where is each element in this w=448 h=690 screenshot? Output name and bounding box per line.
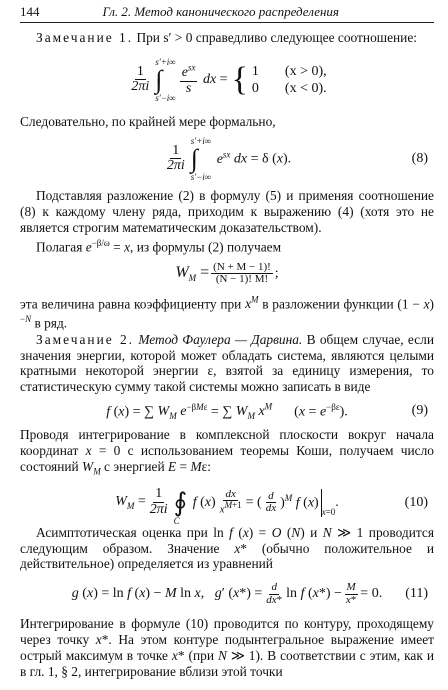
remark-1 [20, 30, 434, 46]
equation-9: f (x) = ∑ $W_M$ $e^{-\beta M\varepsilon}$ = ∑ $W_M$ $x^M$ $(x = e^{-\beta\varepsilon})$. (9) [106, 401, 428, 421]
paragraph-setting: Полагая $e^{-\beta/\omega} = x$, из формулы (2) получаем [36, 237, 282, 254]
equation-number-11: (11) [405, 586, 428, 602]
page-number: 144 [20, 4, 40, 19]
paragraph-contour: Интегрирование в формуле (10) проводится по контуру, проходящему через точку x*. На этом контуре подынтегральное выражение имеет острый максимум в точке x* (при N ≫ 1). В соответствии с этим, как и в гл. 1, § 2, интегрирование вблизи этой точки [20, 616, 434, 680]
paragraph-substituting: Подставляя разложение (2) в формулу (5) и применяя соотношение (8) к каждому члену ряда, приходим к выражению (4) (хотя это не является строгим математическим доказательством). [20, 187, 434, 235]
paragraph-cauchy: Проводя интегрирование в комплексной плоскости вокруг начала координат x = 0 с использованием теоремы Коши, получаем число состояний $W_M$ с энергией E = Mε: [20, 427, 434, 477]
piecewise-cases: 1 (x > 0), 0 (x < 0). [251, 63, 327, 96]
integral-sign: s′+i∞ ∫ s′−i∞ [190, 135, 212, 182]
paragraph-formally: Следовательно, по крайней мере формально, [20, 113, 276, 129]
equation-10: $W_M$ = $\frac{1}{2\pi i}$ ∮ C f (x) $\frac{dx}{x^{M+1}}$ = ( $\frac{d}{dx}$ )$^M$ f (x) x=0 . (10) [20, 481, 434, 525]
remark-1-label: Замечание 1. [36, 30, 134, 45]
equation-wm: $W_M$ = $\frac{(N + M - 1)!}{(N - 1)! M!}$ ; [175, 260, 279, 286]
contour-integral-sign: ∮ C [173, 487, 188, 526]
remark-2 [20, 332, 434, 396]
equation-step-integral: $\frac{1}{2\pi i}$ s′+i∞ ∫ s′−i∞ $\frac{e^{sx}}{s}$ dx = { 1 (x > 0), 0 (x < 0). [131, 56, 327, 103]
paragraph-coefficient: эта величина равна коэффициенту при $x^M$ в разложении функции $(1 - x)^{-N}$ в ряд. [20, 294, 434, 331]
paragraph-asymptotic: Асимптотическая оценка при ln f (x) = O (N) и N ≫ 1 проводится следующим образом. Значение x* (обычно положительное и действительное) определяется из уравнений [20, 524, 434, 572]
equation-number-10: (10) [404, 494, 428, 510]
remark-2-text: В общем случае, если значения энергии, которой может обладать система, являются целыми кратными некоторой энергии ε, взятой за единицу измерения, то статистическую сумму такой системы можно записать в виде [20, 331, 434, 395]
remark-2-method: Метод Фаулера — Дарвина. [134, 331, 303, 347]
chapter-title: Гл. 2. Метод канонического распределения [102, 4, 339, 19]
equation-number-9: (9) [411, 403, 428, 419]
integral-sign: s′+i∞ ∫ s′−i∞ [155, 56, 176, 103]
equation-number-8: (8) [411, 150, 428, 166]
running-header [20, 4, 434, 23]
equation-8: $\frac{1}{2\pi i}$ s′+i∞ ∫ s′−i∞ $e^{sx}$ dx = δ (x). (8) [166, 135, 428, 182]
remark-2-label: Замечание 2. [36, 331, 135, 347]
equation-11: g (x) = ln f (x) − M ln x, g′ (x*) = $\frac{d}{dx*}$ ln f (x*) − $\frac{M}{x*}$ = 0. (11) [71, 581, 428, 606]
remark-1-text: При s′ > 0 справедливо следующее соотношение: [133, 30, 418, 45]
